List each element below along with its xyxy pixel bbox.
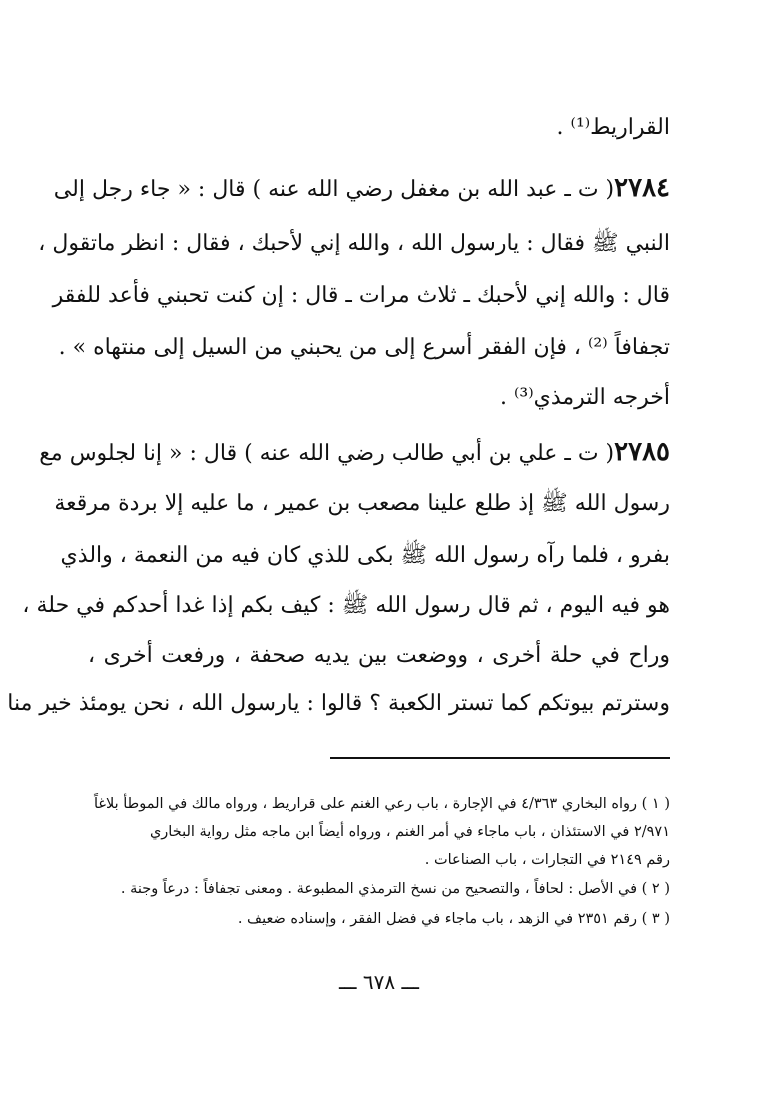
footnote-1-line-2: ٢/٩٧١ في الاستئذان ، باب ماجاء في أمر الغنم ، ورواه أيضاً ابن ماجه مثل رواية البخاري — [149, 824, 670, 840]
hadith-2784-text-1: ( ت ـ عبد الله بن مغفل رضي الله عنه ) قال : « جاء رجل إلى — [53, 177, 615, 202]
hadith-2784-number: ٢٧٨٤ — [614, 173, 670, 203]
hadith-2784-line-5: أخرجه الترمذي⁽³⁾ . — [499, 385, 670, 410]
hadith-2784-line-4: تجفافاً ⁽²⁾ ، فإن الفقر أسرع إلى من يحبني من السيل إلى منتهاه » . — [58, 335, 670, 360]
hadith-2785-line-3: بفرو ، فلما رآه رسول الله ﷺ بكى للذي كان فيه من النعمة ، والذي — [60, 543, 670, 568]
footnote-3: ( ٣ ) رقم ٢٣٥١ في الزهد ، باب ماجاء في فضل الفقر ، وإسناده ضعيف . — [237, 911, 670, 927]
footnote-1-line-3: رقم ٢١٤٩ في التجارات ، باب الصناعات . — [424, 852, 670, 868]
hadith-2785-number: ٢٧٨٥ — [614, 437, 670, 467]
page-number: ـــ ٦٧٨ ـــ — [338, 970, 420, 994]
hadith-2784-line-1 — [53, 168, 670, 208]
hadith-2785-line-1 — [39, 432, 670, 472]
hadith-2785-line-5: وراح في حلة أخرى ، ووضعت بين يديه صحفة ، ورفعت أخرى ، — [88, 643, 670, 668]
hadith-2784-line-2: النبي ﷺ فقال : يارسول الله ، والله إني لأحبك ، فقال : انظر ماتقول ، — [38, 231, 670, 256]
hadith-2785-line-4: هو فيه اليوم ، ثم قال رسول الله ﷺ : كيف بكم إذا غدا أحدكم في حلة ، — [22, 593, 670, 618]
footnote-1-line-1: ( ١ ) رواه البخاري ٤/٣٦٣ في الإجارة ، باب رعي الغنم على قراريط ، ورواه مالك في الموطأ بلاغاً — [93, 796, 670, 812]
hadith-2785-text-1: ( ت ـ علي بن أبي طالب رضي الله عنه ) قال : « إنا لجلوس مع — [39, 441, 615, 466]
hadith-2784-line-3: قال : والله إني لأحبك ـ ثلاث مرات ـ قال : إن كنت تحبني فأعد للفقر — [52, 283, 670, 308]
footnote-divider — [330, 757, 670, 759]
footnote-2: ( ٢ ) في الأصل : لحافاً ، والتصحيح من نسخ الترمذي المطبوعة . ومعنى تجفافاً : درعاً وجنة . — [120, 881, 670, 897]
hadith-2785-line-6: وسترتم بيوتكم كما تستر الكعبة ؟ قالوا : يارسول الله ، نحن يومئذ خير منا — [7, 691, 670, 716]
hadith-2785-line-2: رسول الله ﷺ إذ طلع علينا مصعب بن عمير ، ما عليه إلا بردة مرقعة — [54, 491, 670, 516]
intro-line: القراريط⁽¹⁾ . — [556, 115, 670, 140]
